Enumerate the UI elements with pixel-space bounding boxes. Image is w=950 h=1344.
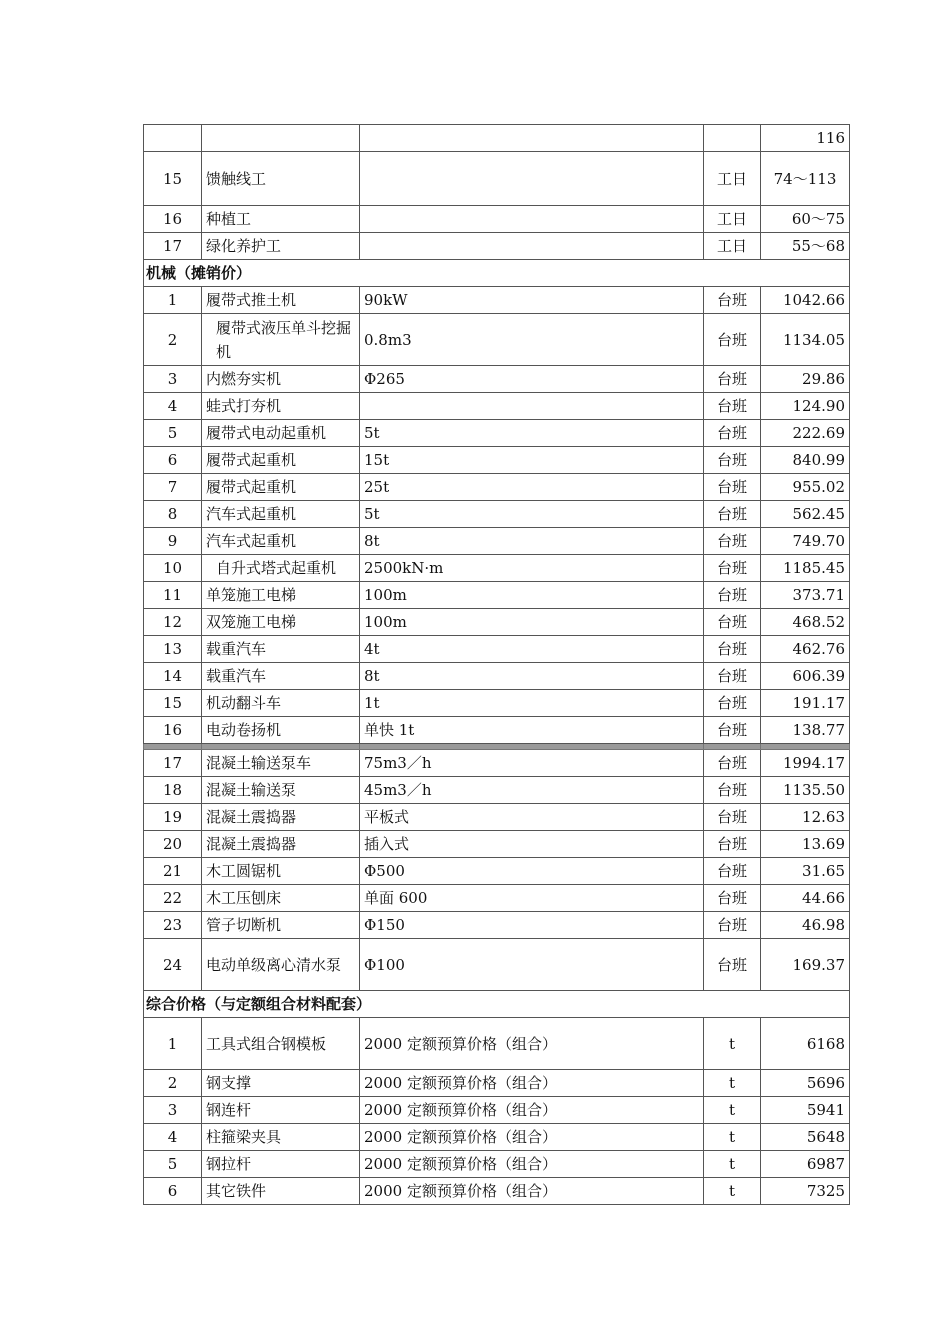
item-spec: Φ265: [360, 366, 704, 393]
table-row: [144, 912, 850, 939]
item-spec: 45m3／h: [360, 777, 704, 804]
table-row: [144, 1178, 850, 1205]
item-unit: 台班: [704, 447, 761, 474]
section-heading: 综合价格（与定额组合材料配套）: [144, 991, 850, 1018]
item-spec: [360, 393, 704, 420]
item-spec: 单快 1t: [360, 717, 704, 744]
item-price: 462.76: [761, 636, 850, 663]
price-table: [143, 124, 850, 1205]
item-name: 单笼施工电梯: [202, 582, 360, 609]
item-name: 钢连杆: [202, 1097, 360, 1124]
item-price: 13.69: [761, 831, 850, 858]
item-name: 履带式推土机: [202, 287, 360, 314]
table-row: [144, 287, 850, 314]
row-number: 16: [144, 206, 202, 233]
item-price: 46.98: [761, 912, 850, 939]
table-row: [144, 831, 850, 858]
item-unit: t: [704, 1178, 761, 1205]
item-name: 馈触线工: [202, 152, 360, 206]
item-name: 履带式起重机: [202, 447, 360, 474]
row-number: 24: [144, 939, 202, 991]
row-number: 1: [144, 1018, 202, 1070]
item-price: 1994.17: [761, 750, 850, 777]
item-spec: 2500kN·m: [360, 555, 704, 582]
item-price: 562.45: [761, 501, 850, 528]
item-price: 124.90: [761, 393, 850, 420]
row-number: 12: [144, 609, 202, 636]
item-spec: [360, 152, 704, 206]
item-name: 机动翻斗车: [202, 690, 360, 717]
table-row: [144, 366, 850, 393]
item-price: 6987: [761, 1151, 850, 1178]
item-name: 混凝土输送泵车: [202, 750, 360, 777]
item-name: 混凝土震捣器: [202, 831, 360, 858]
table-row: [144, 501, 850, 528]
table-row: [144, 152, 850, 206]
item-price: 1134.05: [761, 314, 850, 366]
row-number: 1: [144, 287, 202, 314]
item-unit: 台班: [704, 717, 761, 744]
table-row: [144, 663, 850, 690]
item-name: 履带式起重机: [202, 474, 360, 501]
item-price: 74～113: [761, 152, 850, 206]
item-price: 6168: [761, 1018, 850, 1070]
item-name: 汽车式起重机: [202, 528, 360, 555]
item-spec: [360, 233, 704, 260]
row-number: 2: [144, 314, 202, 366]
item-unit: 台班: [704, 636, 761, 663]
item-spec: 2000 定额预算价格（组合）: [360, 1151, 704, 1178]
row-number: 5: [144, 420, 202, 447]
item-price: 31.65: [761, 858, 850, 885]
row-number: 2: [144, 1070, 202, 1097]
item-spec: 2000 定额预算价格（组合）: [360, 1178, 704, 1205]
item-name: [202, 125, 360, 152]
item-spec: 4t: [360, 636, 704, 663]
item-price: 5696: [761, 1070, 850, 1097]
item-unit: t: [704, 1097, 761, 1124]
row-number: 11: [144, 582, 202, 609]
item-name: 载重汽车: [202, 636, 360, 663]
table-row: [144, 777, 850, 804]
row-number: 4: [144, 393, 202, 420]
item-name: 履带式电动起重机: [202, 420, 360, 447]
row-number: 17: [144, 750, 202, 777]
row-number: 9: [144, 528, 202, 555]
item-price: 1185.45: [761, 555, 850, 582]
row-number: 6: [144, 1178, 202, 1205]
item-name: 工具式组合钢模板: [202, 1018, 360, 1070]
item-unit: 台班: [704, 501, 761, 528]
item-price: 116: [761, 125, 850, 152]
price-table-body: [144, 125, 850, 1205]
item-spec: 2000 定额预算价格（组合）: [360, 1070, 704, 1097]
item-unit: 台班: [704, 858, 761, 885]
row-number: 21: [144, 858, 202, 885]
item-price: 55～68: [761, 233, 850, 260]
row-number: 19: [144, 804, 202, 831]
item-spec: 15t: [360, 447, 704, 474]
table-row: [144, 750, 850, 777]
row-number: 13: [144, 636, 202, 663]
item-unit: 台班: [704, 420, 761, 447]
table-row: [144, 858, 850, 885]
item-price: 29.86: [761, 366, 850, 393]
item-price: 1042.66: [761, 287, 850, 314]
item-spec: [360, 206, 704, 233]
item-spec: Φ500: [360, 858, 704, 885]
table-row: [144, 582, 850, 609]
item-unit: t: [704, 1018, 761, 1070]
item-price: 60～75: [761, 206, 850, 233]
item-name: 木工压刨床: [202, 885, 360, 912]
row-number: [144, 125, 202, 152]
item-spec: 2000 定额预算价格（组合）: [360, 1124, 704, 1151]
row-number: 14: [144, 663, 202, 690]
item-price: 373.71: [761, 582, 850, 609]
table-row: [144, 233, 850, 260]
item-unit: t: [704, 1124, 761, 1151]
item-name: 载重汽车: [202, 663, 360, 690]
item-price: 5941: [761, 1097, 850, 1124]
item-price: 7325: [761, 1178, 850, 1205]
table-row: [144, 1151, 850, 1178]
row-number: 6: [144, 447, 202, 474]
table-row: [144, 804, 850, 831]
item-unit: 台班: [704, 750, 761, 777]
item-spec: 5t: [360, 420, 704, 447]
item-unit: 台班: [704, 609, 761, 636]
item-unit: 台班: [704, 885, 761, 912]
item-unit: 台班: [704, 690, 761, 717]
section-heading: 机械（摊销价）: [144, 260, 850, 287]
table-row: [144, 1018, 850, 1070]
table-row: [144, 555, 850, 582]
item-unit: 工日: [704, 152, 761, 206]
table-row: [144, 717, 850, 744]
section-row: [144, 260, 850, 287]
table-row: [144, 125, 850, 152]
item-name: 木工圆锯机: [202, 858, 360, 885]
table-row: [144, 420, 850, 447]
item-unit: 台班: [704, 804, 761, 831]
item-unit: 台班: [704, 314, 761, 366]
item-spec: Φ150: [360, 912, 704, 939]
row-number: 7: [144, 474, 202, 501]
row-number: 5: [144, 1151, 202, 1178]
item-name: 钢拉杆: [202, 1151, 360, 1178]
row-number: 15: [144, 690, 202, 717]
item-spec: 平板式: [360, 804, 704, 831]
item-price: 468.52: [761, 609, 850, 636]
table-row: [144, 447, 850, 474]
item-unit: 台班: [704, 939, 761, 991]
item-unit: 工日: [704, 233, 761, 260]
row-number: 23: [144, 912, 202, 939]
row-number: 4: [144, 1124, 202, 1151]
item-name: 钢支撑: [202, 1070, 360, 1097]
item-unit: 台班: [704, 663, 761, 690]
table-row: [144, 939, 850, 991]
item-unit: [704, 125, 761, 152]
row-number: 18: [144, 777, 202, 804]
item-name: 管子切断机: [202, 912, 360, 939]
item-price: 12.63: [761, 804, 850, 831]
item-unit: 台班: [704, 912, 761, 939]
table-row: [144, 1097, 850, 1124]
item-name: 电动卷扬机: [202, 717, 360, 744]
table-row: [144, 609, 850, 636]
row-number: 22: [144, 885, 202, 912]
item-unit: t: [704, 1070, 761, 1097]
item-name: 混凝土震捣器: [202, 804, 360, 831]
item-name: 种植工: [202, 206, 360, 233]
table-row: [144, 690, 850, 717]
item-unit: 台班: [704, 582, 761, 609]
item-price: 138.77: [761, 717, 850, 744]
row-number: 15: [144, 152, 202, 206]
item-unit: 台班: [704, 393, 761, 420]
row-number: 3: [144, 366, 202, 393]
item-spec: 75m3／h: [360, 750, 704, 777]
table-row: [144, 636, 850, 663]
item-price: 1135.50: [761, 777, 850, 804]
item-price: 191.17: [761, 690, 850, 717]
row-number: 20: [144, 831, 202, 858]
item-spec: 5t: [360, 501, 704, 528]
item-name: 汽车式起重机: [202, 501, 360, 528]
item-name: 其它铁件: [202, 1178, 360, 1205]
row-number: 16: [144, 717, 202, 744]
table-row: [144, 314, 850, 366]
item-name: 自升式塔式起重机: [202, 555, 360, 582]
item-spec: 8t: [360, 663, 704, 690]
item-unit: 台班: [704, 474, 761, 501]
item-price: 5648: [761, 1124, 850, 1151]
item-price: 606.39: [761, 663, 850, 690]
item-price: 169.37: [761, 939, 850, 991]
item-spec: 插入式: [360, 831, 704, 858]
item-unit: 台班: [704, 777, 761, 804]
item-unit: 台班: [704, 555, 761, 582]
row-number: 8: [144, 501, 202, 528]
item-spec: 25t: [360, 474, 704, 501]
item-unit: 台班: [704, 366, 761, 393]
item-spec: 0.8m3: [360, 314, 704, 366]
table-row: [144, 1124, 850, 1151]
item-price: 840.99: [761, 447, 850, 474]
item-price: 749.70: [761, 528, 850, 555]
table-row: [144, 206, 850, 233]
item-spec: 90kW: [360, 287, 704, 314]
item-name: 蛙式打夯机: [202, 393, 360, 420]
row-number: 10: [144, 555, 202, 582]
section-row: [144, 991, 850, 1018]
table-row: [144, 528, 850, 555]
item-unit: 台班: [704, 528, 761, 555]
row-number: 17: [144, 233, 202, 260]
item-spec: 2000 定额预算价格（组合）: [360, 1097, 704, 1124]
item-spec: 单面 600: [360, 885, 704, 912]
table-row: [144, 885, 850, 912]
item-name: 电动单级离心清水泵: [202, 939, 360, 991]
table-row: [144, 474, 850, 501]
item-spec: 100m: [360, 609, 704, 636]
item-name: 柱箍梁夹具: [202, 1124, 360, 1151]
row-number: 3: [144, 1097, 202, 1124]
item-spec: 100m: [360, 582, 704, 609]
item-unit: 工日: [704, 206, 761, 233]
item-spec: [360, 125, 704, 152]
item-name: 绿化养护工: [202, 233, 360, 260]
table-row: [144, 393, 850, 420]
item-spec: 2000 定额预算价格（组合）: [360, 1018, 704, 1070]
item-name: 内燃夯实机: [202, 366, 360, 393]
item-spec: 8t: [360, 528, 704, 555]
item-unit: 台班: [704, 287, 761, 314]
item-spec: 1t: [360, 690, 704, 717]
item-price: 222.69: [761, 420, 850, 447]
item-name: 混凝土输送泵: [202, 777, 360, 804]
item-price: 955.02: [761, 474, 850, 501]
item-price: 44.66: [761, 885, 850, 912]
table-row: [144, 1070, 850, 1097]
item-unit: 台班: [704, 831, 761, 858]
item-spec: Φ100: [360, 939, 704, 991]
item-name: 履带式液压单斗挖掘机: [202, 314, 360, 366]
item-unit: t: [704, 1151, 761, 1178]
item-name: 双笼施工电梯: [202, 609, 360, 636]
